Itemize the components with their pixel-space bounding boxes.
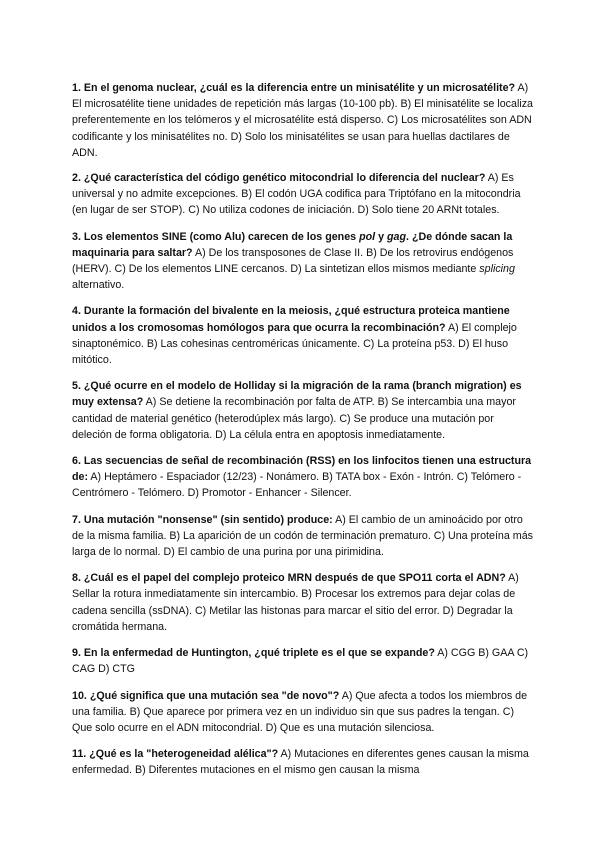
question-7 [72, 512, 534, 561]
question-4 [72, 303, 534, 368]
question-9 [72, 645, 534, 677]
options-part: alternativo. [72, 279, 125, 292]
question-8 [72, 570, 534, 635]
question-options: A) El cambio de un aminoácido por otro de la misma familia. B) La aparición de un codón de terminación prematuro. C) Una proteína más larga de lo normal. D) El cambio de una purina por una pirimidina. [72, 513, 533, 559]
question-text-part: . ¿De dónde sacan la maquinaria para saltar? [72, 230, 513, 259]
question-text: 2. ¿Qué característica del código genético mitocondrial lo diferencia del nuclear? [72, 172, 486, 185]
question-text: 10. ¿Qué significa que una mutación sea "de novo"? [72, 689, 340, 702]
question-options: A) El complejo sinaptonémico. B) Las cohesinas centroméricas únicamente. C) La proteína p53. D) El huso mitótico. [72, 321, 517, 367]
question-text: 5. ¿Qué ocurre en el modelo de Holliday si la migración de la rama (branch migration) es muy extensa? [72, 380, 522, 409]
question-6 [72, 453, 534, 502]
question-text: 4. Durante la formación del bivalente en la meiosis, ¿qué estructura proteica mantiene unidos a los cromosomas homólogos para que ocurra la recombinación? [72, 305, 510, 334]
gene-name-pol: pol [359, 230, 376, 243]
term-splicing: splicing [479, 263, 515, 276]
question-options: A) Sellar la rotura inmediatamente sin intercambio. B) Procesar los extremos para dejar colas de cadena sencilla (ssDNA). C) Metilar las histonas para marcar el sitio del error. D) Degradar la cromátida hermana. [72, 572, 519, 633]
question-text: 1. En el genoma nuclear, ¿cuál es la diferencia entre un minisatélite y un microsatélite? [72, 82, 516, 94]
question-text-part: y [375, 230, 387, 243]
question-text: 9. En la enfermedad de Huntington, ¿qué triplete es el que se expande? [72, 647, 435, 660]
question-text-part: 3. Los elementos SINE (como Alu) carecen de los genes [72, 230, 360, 243]
question-options: A) Es universal y no admite excepciones. B) El codón UGA codifica para Triptófano en la mitocondria (en lugar de ser STOP). C) No utiliza codones de iniciación. D) Solo tiene 20 ARNt totales. [72, 172, 521, 217]
question-options: A) CGG B) GAA C) CAG D) CTG [72, 647, 529, 676]
question-options: A) Que afecta a todos los miembros de una familia. B) Que aparece por primera vez en un individuo sin que sus padres la tengan. C) Que solo ocurre en el ADN mitocondrial. D) Que es una mutación silenciosa. [72, 689, 528, 734]
question-text: 6. Las secuencias de señal de recombinación (RSS) en los linfocitos tienen una estructura de: [72, 455, 532, 484]
question-options: A) El microsatélite tiene unidades de repetición más largas (10-100 pb). B) El minisatélite se localiza preferentemente en los telómeros y el microsatélite está disperso. C) Los microsatélites son ADN codificante y los minisatélites no. D) Solo los minisatélites se usan para huellas dactilares de ADN. [72, 82, 533, 159]
question-text: 8. ¿Cuál es el papel del complejo proteico MRN después de que SPO11 corta el ADN? [72, 572, 506, 585]
question-10 [72, 688, 534, 737]
question-5 [72, 378, 534, 443]
question-text: 7. Una mutación "nonsense" (sin sentido) produce: [72, 513, 333, 526]
question-11 [72, 746, 534, 778]
question-options: A) Mutaciones en diferentes genes causan la misma enfermedad. B) Diferentes mutaciones en el mismo gen causan la misma [72, 748, 529, 777]
question-options: A) Heptámero - Espaciador (12/23) - Nonámero. B) TATA box - Exón - Intrón. C) Telómero - Centrómero - Telómero. D) Promotor - Enhancer - Silencer. [72, 471, 522, 500]
options-part: A) De los transposones de Clase II. B) De los retrovirus endógenos (HERV). C) De los elementos LINE cercanos. D) La sintetizan ellos mismos mediante [72, 246, 514, 276]
question-2 [72, 170, 534, 219]
question-1 [72, 80, 534, 161]
question-3 [72, 229, 534, 294]
question-text: 11. ¿Qué es la "heterogeneidad alélica"? [72, 748, 279, 761]
gene-name-gag: gag [387, 230, 407, 243]
question-options: A) Se detiene la recombinación por falta de ATP. B) Se intercambia una mayor cantidad de material genético (heterodúplex más largo). C) Se produce una mutación por deleción de forma obligatoria. D) La célula entra en apoptosis inmediatamente. [72, 396, 516, 441]
